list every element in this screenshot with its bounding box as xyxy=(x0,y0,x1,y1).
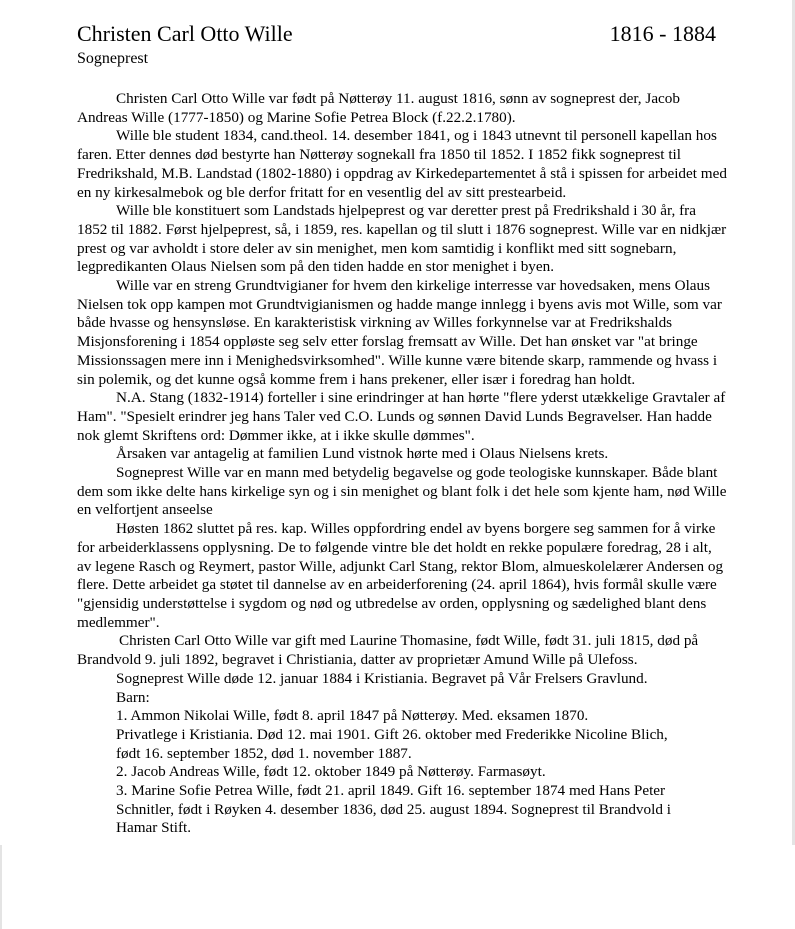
life-years: 1816 - 1884 xyxy=(609,21,716,46)
paragraph: Wille ble student 1834, cand.theol. 14. desember 1841, og i 1843 utnevnt til personell kapellan hos faren. Etter dennes død bestyrte han Nøtterøy sognekall fra 1850 til 1852. I 1852 fikk sogneprest til Fredrikshald, M.B. Landstad (1802-1880) i oppdrag av Kirkedepartementet å stå i spissen for arbeidet med en ny kirkesalmebok og ble derfor fritatt for en vesentlig del av sitt prestearbeid. xyxy=(77,127,727,201)
paragraph: Sogneprest Wille døde 12. januar 1884 i Kristiania. Begravet på Vår Frelsers Gravlund. xyxy=(116,669,648,687)
biography-text xyxy=(77,90,727,838)
list-item: Schnitler, født i Røyken 4. desember 1836, død 25. august 1894. Sogneprest til Brandvold i xyxy=(116,800,671,818)
list-item: 3. Marine Sofie Petrea Wille, født 21. april 1849. Gift 16. september 1874 med Hans Peter xyxy=(116,782,666,800)
person-name: Christen Carl Otto Wille xyxy=(77,21,293,46)
list-item: født 16. september 1852, død 1. november 1887. xyxy=(116,744,412,762)
paragraph: Wille ble konstituert som Landstads hjelpeprest og var deretter prest på Fredrikshald i 30 år, fra 1852 til 1882. Først hjelpeprest, så, i 1859, res. kapellan og til slutt i 1876 sogneprest. Wille var en nidkjær prest og var avholdt i store deler av sin menighet, men kom samtidig i konflikt med sitt sognebarn, legpredikanten Olaus Nielsen som på den tiden hadde en stor menighet i byen. xyxy=(77,202,727,276)
list-item: Privatlege i Kristiania. Død 12. mai 1901. Gift 26. oktober med Frederikke Nicoline Blich, xyxy=(116,725,668,743)
paragraph: Sogneprest Wille var en mann med betydelig begavelse og gode teologiske kunnskaper. Både blant dem som ikke delte hans kirkelige syn og i sin menighet og blant folk i det hele som kjente ham, nød Wille en velfortjent anseelse xyxy=(77,464,727,519)
paragraph: Christen Carl Otto Wille var gift med Laurine Thomasine, født Wille, født 31. juli 1815, død på Brandvold 9. juli 1892, begravet i Christiania, datter av proprietær Amund Wille på Ulefoss. xyxy=(77,632,699,669)
paragraph: N.A. Stang (1832-1914) forteller i sine erindringer at han hørte "flere yderst utækkelige Gravtaler af Ham". "Spesielt erindrer jeg hans Taler ved C.O. Lunds og sønnen David Lunds Begravelser. Han hadde nok glemt Skriftens ord: Dømmer ikke, at i ikke skulle dømmes". xyxy=(77,389,726,444)
paragraph: Wille var en streng Grundtvigianer for hvem den kirkelige interresse var hovedsaken, mens Olaus Nielsen tok opp kampen mot Grundtvigianismen og hadde mange innlegg i byens avis mot Wille, som var både hvasse og hensynsløse. En karakteristisk virkning av Willes forkynnelse var at Fredrikshalds Misjonsforening i 1854 oppløste seg selv etter forslag fremsatt av Wille. Det han ønsket var "at bringe Missionssagen mere inn i Menighedsvirksomhed". Wille kunne være bitende skarp, rammende og hvass i sin polemik, og det kunne også komme frem i hans prekener, eller især i foredrag han holdt. xyxy=(77,277,722,388)
list-item: 1. Ammon Nikolai Wille, født 8. april 1847 på Nøtterøy. Med. eksamen 1870. xyxy=(116,707,589,725)
children-heading: Barn: xyxy=(116,688,150,706)
list-item: Hamar Stift. xyxy=(116,819,192,837)
person-role: Sogneprest xyxy=(77,50,149,67)
children-list xyxy=(77,689,727,839)
paragraph: Christen Carl Otto Wille var født på Nøtterøy 11. august 1816, sønn av sogneprest der, Jacob Andreas Wille (1777-1850) og Marine Sofie Petrea Block (f.22.2.1780). xyxy=(77,90,680,126)
paragraph: Høsten 1862 sluttet på res. kap. Willes oppfordring endel av byens borgere seg sammen for å virke for arbeiderklassens opplysning. De to følgende vintre ble det holdt en rekke populære foredrag, 28 i alt, av legene Rasch og Reymert, pastor Wille, adjunkt Carl Stang, rektor Blom, almueskolelærer Andersen og flere. Dette arbeidet ga støtet til dannelse av en arbeiderforening (24. april 1864), hvis formål skulle være "gjensidig understøttelse i sygdom og nød og utbredelse av orden, opplysning og sædelighed blant dens medlemmer". xyxy=(77,520,724,631)
page-edge-divider xyxy=(0,845,2,929)
paragraph: Årsaken var antagelig at familien Lund vistnok hørte med i Olaus Nielsens krets. xyxy=(116,445,609,463)
list-item: 2. Jacob Andreas Wille, født 12. oktober 1849 på Nøtterøy. Farmasøyt. xyxy=(116,763,546,781)
